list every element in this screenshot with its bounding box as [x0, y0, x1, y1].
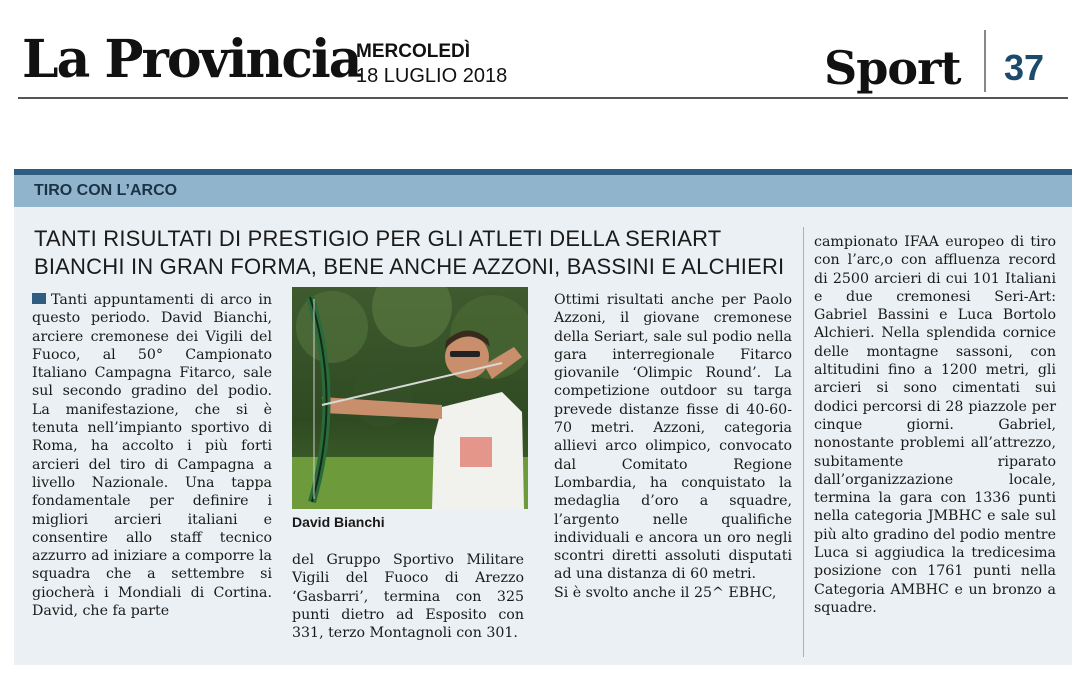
newspaper-logo: La Provincia	[22, 29, 361, 90]
text-column-3	[554, 291, 792, 602]
paragraph-marker-icon	[32, 293, 46, 304]
page-number: 37	[1004, 47, 1045, 88]
masthead-divider	[984, 30, 986, 92]
article	[14, 169, 1072, 665]
section-title: Sport	[824, 41, 961, 95]
text-column-1	[32, 291, 272, 620]
issue-date: 18 LUGLIO 2018	[356, 65, 508, 87]
text-column-4	[814, 233, 1056, 617]
issue-date-block	[356, 40, 507, 88]
masthead	[0, 0, 1080, 110]
column-divider	[803, 227, 804, 657]
headline-line-2: BIANCHI IN GRAN FORMA, BENE ANCHE AZZONI, BASSINI E ALCHIERI	[34, 254, 785, 279]
photo-caption: David Bianchi	[292, 514, 385, 530]
column-4-text: campionato IFAA europeo di tiro con l’arc,o con affluenza record di 2500 arcieri di cui 101 Italiani e due cremonesi Seri-Art: Gabriel Bassini e Luca Bortolo Alchieri. Nella splendida cornice delle montagne sassoni, con altitudini fino a 1200 metri, gli arcieri si sono cimentati sui dodici percorsi di 28 piazzole per cinque giorni. Gabriel, nonostante problemi all’attrezzo, subitamente riparato dall’organizzazione locale, termina la gara con 1336 punti nella categoria JMBHC e sale sul più alto gradino del podio mentre Luca si aggiudica la tredicesima posizione con 1761 punti nella Categoria AMBHC e un bronzo a squadre.	[814, 234, 1056, 616]
article-kicker: TIRO CON L’ARCO	[34, 182, 178, 199]
column-2-text: del Gruppo Sportivo Militare Vigili del Fuoco di Arezzo ‘Gasbarri’, termina con 325 punti dietro ad Esposito con 331, terzo Montagnoli con 301.	[292, 552, 524, 642]
column-3-paragraph-2: Si è svolto anche il 25^ EBHC,	[554, 584, 777, 601]
headline-line-1: TANTI RISULTATI DI PRESTIGIO PER GLI ATLETI DELLA SERIART	[34, 226, 722, 251]
column-3-paragraph-1: Ottimi risultati anche per Paolo Azzoni, il giovane cremonese della Seriart, sale sul podio nella gara interregionale Fitarco giovanile ‘Olimpic Round’. La competizione outdoor su targa prevede distanze fisse di 40-60-70 metri. Azzoni, categoria allievi arco olimpico, convocato dal Comitato Regione Lombardia, ha conquistato la medaglia d’oro a squadre, l’argento nelle qualifiche individuali e ancora un oro negli scontri diretti assoluti disputati ad una distanza di 60 metri.	[554, 292, 792, 583]
text-column-2	[292, 551, 524, 642]
article-headline	[34, 225, 804, 281]
masthead-rule	[18, 97, 1068, 99]
issue-day: MERCOLEDÌ	[356, 41, 470, 62]
column-1-text: Tanti appuntamenti di arco in questo periodo. David Bianchi, arciere cremonese dei Vigili del Fuoco, al 50° Campionato Italiano Campagna Fitarco, sale sul secondo gradino del podio. La manifestazione, che si è tenuta nell’impianto sportivo di Roma, ha accolto i più forti arcieri del tiro di Campagna a livello Nazionale. Una tappa fondamentale per definire i migliori arcieri italiani e consentire allo staff tecnico azzurro ad iniziare a comporre la squadra che a settembre si giocherà i Mondiali di Cortina. David, che fa parte	[32, 292, 272, 620]
kicker-band	[14, 175, 1072, 207]
article-photo	[292, 287, 528, 509]
